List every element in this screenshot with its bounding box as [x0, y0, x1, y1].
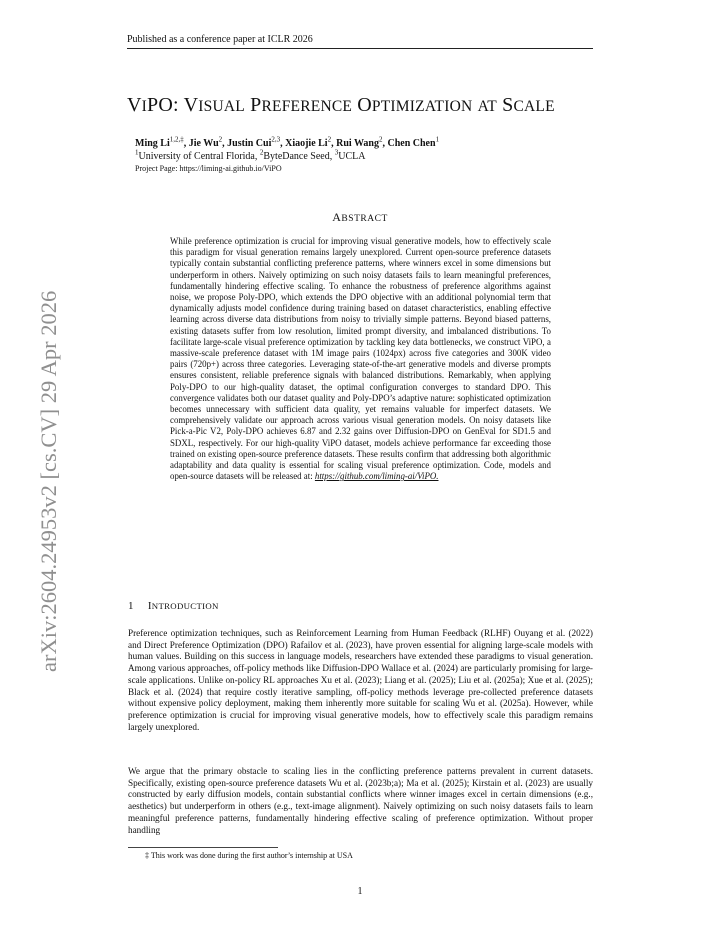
affiliation-name: ByteDance Seed [263, 150, 330, 162]
affiliation-name: UCLA [338, 150, 366, 162]
author-name: Xiaojie Li [285, 138, 328, 149]
author-affiliation-marker: 1,2,‡ [169, 135, 184, 144]
page-number: 1 [357, 886, 363, 897]
author-affiliation-marker: 1 [435, 135, 440, 144]
author-affiliation-marker: 2 [218, 135, 223, 144]
intro-paragraph-1: Preference optimization techniques, such as Reinforcement Learning from Human Feedback (RLHF) Ouyang et al. (2022) and Direct Preference Optimization (DPO) Rafailov et al. (2023), have proven essential for aligning large-scale models with human values. Building on this success in language models, researchers have extended these paradigms to visual generation. Among various approaches, off-policy methods like Diffusion-DPO Wallace et al. (2024) are particularly promising for large-scale applications. Unlike on-policy RL approaches Xu et al. (2023); Liang et al. (2025); Liu et al. (2025a); Xue et al. (2025); Black et al. (2024) that require costly iterative sampling, off-policy methods leverage pre-collected preference datasets without expensive policy deployment, making them inherently more suitable for scaling Wu et al. (2025a). However, while preference optimization is crucial for improving visual generative models, how to effectively scale this paradigm remains largely unexplored. [128, 628, 593, 732]
author-name: Rui Wang [336, 138, 379, 149]
affiliation-marker: 3 [334, 148, 339, 157]
author-block [135, 135, 575, 176]
author-names: Ming $Li^{1,2,\ddagger}$, Jie Wu$^2$, Justin Cui$^{2,3}$, Xiaojie Li$^2$, Rui Wang$^2$, Chen Chen$^1$ [135, 135, 440, 149]
abstract-text: While preference optimization is crucial for improving visual generative models, how to effectively scale this paradigm for visual generation remains largely unexplored. Current open-source preference datasets typically contain substantial conflicting preference patterns, where winners excel in some dimensions but underperform in others. Naively optimizing on such noisy datasets fails to learn meaningful preferences, fundamentally hindering effective scaling. To enhance the robustness of preference algorithms against noise, we propose Poly-DPO, which extends the DPO objective with an additional polynomial term that dynamically adjusts model confidence during training based on dataset characteristics, enabling effective learning across diverse data distributions from noisy to trivially simple patterns. Beyond biased patterns, existing datasets suffer from low resolution, limited prompt diversity, and imbalanced distributions. To facilitate large-scale visual preference optimization by tackling key data bottlenecks, we construct ViPO, a massive-scale preference dataset with 1M image pairs (1024px) across five categories and 300K video pairs (720p+) across three categories. Leveraging state-of-the-art generative models and diverse prompts ensures consistent, reliable preference signals with balanced distributions. Remarkably, when applying Poly-DPO to our high-quality dataset, the optimal configuration converges to standard DPO. This convergence validates both our dataset quality and Poly-DPO’s adaptive nature: sophisticated optimization becomes unnecessary with sufficient data quality, yet remains valuable for imperfect datasets. We comprehensively validate our approach across various visual generation models. On noisy datasets like Pick-a-Pic V2, Poly-DPO achieves 6.87 and 2.32 gains over Diffusion-DPO on GenEval for SD1.5 and SDXL, respectively. For our high-quality ViPO dataset, models achieve performance far exceeding those trained on existing open-source preference datasets. These results confirm that addressing both algorithmic adaptability and data quality is essential for scaling visual preference optimization. Code, models and open-source datasets will be released at: [170, 236, 551, 482]
author-name: Ming Li [135, 138, 170, 149]
abstract-heading: ABSTRACT [332, 210, 388, 224]
paper-title: VIPO: VISUAL PREFERENCE OPTIMIZATION AT SCALE [127, 94, 555, 116]
author-affiliation-marker: 2 [327, 135, 332, 144]
abstract-body [170, 236, 551, 482]
project-page: Project Page: https://liming-ai.github.io/ViPO [135, 164, 282, 173]
affiliations: $^1$University of Central Florida, $^2$ByteDance Seed, $^3$UCLA [135, 148, 366, 162]
section-number: 1 [128, 600, 134, 612]
footnote-divider [128, 847, 278, 848]
footnote: ‡ This work was done during the first author’s internship at USA [145, 851, 353, 860]
affiliation-name: University of Central Florida [138, 150, 255, 162]
author-affiliation-marker: 2,3 [271, 135, 281, 144]
author-name: Justin Cui [227, 138, 272, 149]
code-link[interactable]: https://github.com/liming-ai/ViPO. [314, 471, 439, 482]
affiliation-marker: 2 [259, 148, 264, 157]
arxiv-identifier: arXiv:2604.24953v2 [cs.CV] 29 Apr 2026 [36, 290, 61, 672]
author-name: Chen Chen [387, 138, 436, 149]
intro-paragraph-2: We argue that the primary obstacle to scaling lies in the conflicting preference patterns prevalent in current datasets. Specifically, existing open-source preference datasets Wu et al. (2023b;a); Ma et al. (2025); Kirstain et al. (2023) are usually constructed by early diffusion models, contain substantial conflicts where winner images excel in certain dimensions (e.g., aesthetics) but underperform in others (e.g., text-image alignment). Naively optimizing on such noisy datasets fails to learn meaningful preference patterns, fundamentally hindering effective scaling of preference optimization. Without proper handling [128, 766, 593, 835]
section-heading [128, 600, 219, 612]
author-name: Jie Wu [188, 138, 219, 149]
conference-header: Published as a conference paper at ICLR 2026 [127, 34, 593, 49]
section-title: INTRODUCTION [147, 600, 219, 612]
affiliation-marker: 1 [135, 148, 139, 157]
author-affiliation-marker: 2 [378, 135, 383, 144]
